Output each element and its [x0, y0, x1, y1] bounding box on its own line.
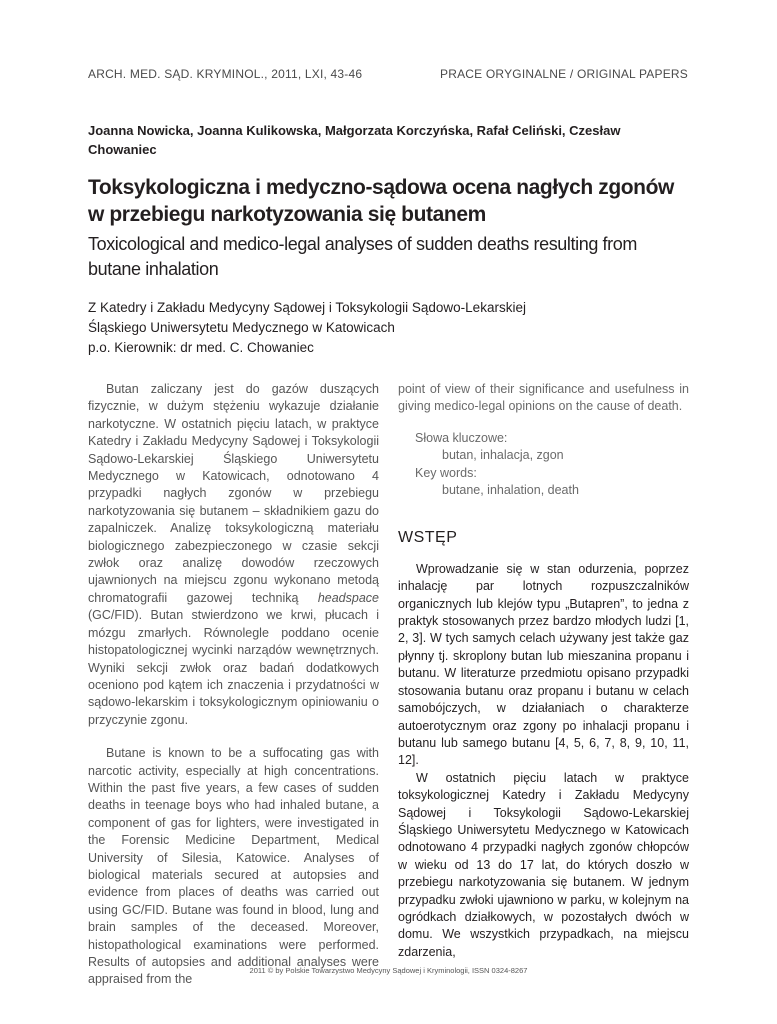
affiliation-line-1: Z Katedry i Zakładu Medycyny Sądowej i Toksykologii Sądowo-Lekarskiej	[88, 300, 526, 315]
intro-paragraph-1: Wprowadzanie się w stan odurzenia, poprzez inhalację par lotnych rozpuszczalników organicznych lub klejów typu „Butapren”, to jedna z praktyk stosowanych przez bardzo młodych ludzi [1, 2, 3]. W tych samych celach używany jest także gaz płynny tj. skroplony butan lub mieszanina propanu i butanu. W literaturze przedmiotu opisano przypadki stosowania butanu oraz propanu i butanu w celach samobójczych, w działaniach o charakterze autoerotycznym oraz zgony po inhalacji propanu i butanu lub samego butanu [4, 5, 6, 7, 8, 9, 10, 11, 12].	[398, 561, 689, 768]
right-column	[398, 381, 689, 961]
title-polish: Toksykologiczna i medyczno-sądowa ocena nagłych zgonów w przebiegu narkotyzowania się butanem	[88, 176, 674, 226]
abstract-english: Butane is known to be a suffocating gas with narcotic activity, especially at high concentrations. Within the past five years, a few cases of sudden deaths in teenage boys who had inhaled butane, a component of gas for lighters, were investigated in the Forensic Medicine Department, Medical University of Silesia, Katowice. Analyses of biological materials secured at autopsies and evidence from places of deaths was carried out using GC/FID. Butane was found in blood, lung and brain samples of the deceased. Moreover, histopathological examinations were performed. Results of autopsies and additional analyses were appraised from the	[88, 746, 379, 987]
keywords-block	[398, 430, 689, 500]
section-label: PRACE ORYGINALNE / ORIGINAL PAPERS	[440, 67, 688, 81]
author-list: Joanna Nowicka, Joanna Kulikowska, Małgorzata Korczyńska, Rafał Celiński, Czesław Chowaniec	[88, 123, 621, 157]
affiliation	[88, 298, 688, 358]
headspace-term: headspace	[317, 590, 379, 605]
affiliation-line-2: Śląskiego Uniwersytetu Medycznego w Katowicach	[88, 320, 395, 335]
affiliation-line-3: p.o. Kierownik: dr med. C. Chowaniec	[88, 340, 314, 355]
copyright-footer: 2011 © by Polskie Towarzystwo Medycyny Sądowej i Kryminologii, ISSN 0324-8267	[249, 966, 528, 975]
keywords-en-label: Key words:	[415, 465, 477, 480]
title-english: Toxicological and medico-legal analyses of sudden deaths resulting from butane inhalation	[88, 234, 637, 279]
introduction-text	[398, 561, 689, 961]
keywords-pl-values: butan, inhalacja, zgon	[442, 448, 564, 463]
abstract-polish: Butan zaliczany jest do gazów duszących fizycznie, w dużym stężeniu wykazuje działanie narkotyczne. W ostatnich pięciu latach, w praktyce Katedry i Zakładu Medycyny Sądowej i Toksykologii Sądowo-Lekarskiej Śląskiego Uniwersytetu Medycznego w Katowicach, odnotowano 4 przypadki nagłych zgonów w przebiegu narkotyzowania się butanem – składnikiem gazu do zapalniczek. Analizę toksykologiczną materiału biologicznego zabezpieczonego w czasie sekcji zwłok oraz analizę dowodów rzeczowych ujawnionych na miejscu zgonu wykonano metodą chromatografii gazowej techniką headspace (GC/FID). Butan stwierdzono we krwi, płucach i mózgu zmarłych. Równolegle poddano ocenie histopatologicznej wycinki narządów wewnętrznych. Wyniki sekcji zwłok oraz badań dodatkowych oceniono pod kątem ich znaczenia i przydatności w sądowo-lekarskim i toksykologicznym opiniowaniu o przyczynie zgonu.	[88, 382, 379, 727]
section-heading: WSTĘP	[398, 529, 458, 547]
journal-citation: ARCH. MED. SĄD. KRYMINOL., 2011, LXI, 43-46	[88, 67, 363, 81]
left-column	[88, 381, 379, 989]
keywords-pl-label: Słowa kluczowe:	[415, 430, 508, 445]
abstract-english-continued: point of view of their significance and usefulness in giving medico-legal opinions on the cause of death.	[398, 382, 689, 414]
keywords-en-values: butane, inhalation, death	[442, 483, 579, 498]
intro-paragraph-2: W ostatnich pięciu latach w praktyce toksykologicznej Katedry i Zakładu Medycyny Sądowej i Toksykologii Sądowo-Lekarskiej Śląskiego Uniwersytetu Medycznego w Katowicach odnotowano 4 przypadki nagłych zgonów chłopców w wieku od 13 do 17 lat, do których doszło w przebiegu narkotyzowania się butanem. W jednym przypadku zwłoki ujawniono w parku, w kolejnym na ogródkach działkowych, w pozostałych dwóch w domu. We wszystkich przypadkach, na miejscu zdarzenia,	[398, 770, 689, 959]
